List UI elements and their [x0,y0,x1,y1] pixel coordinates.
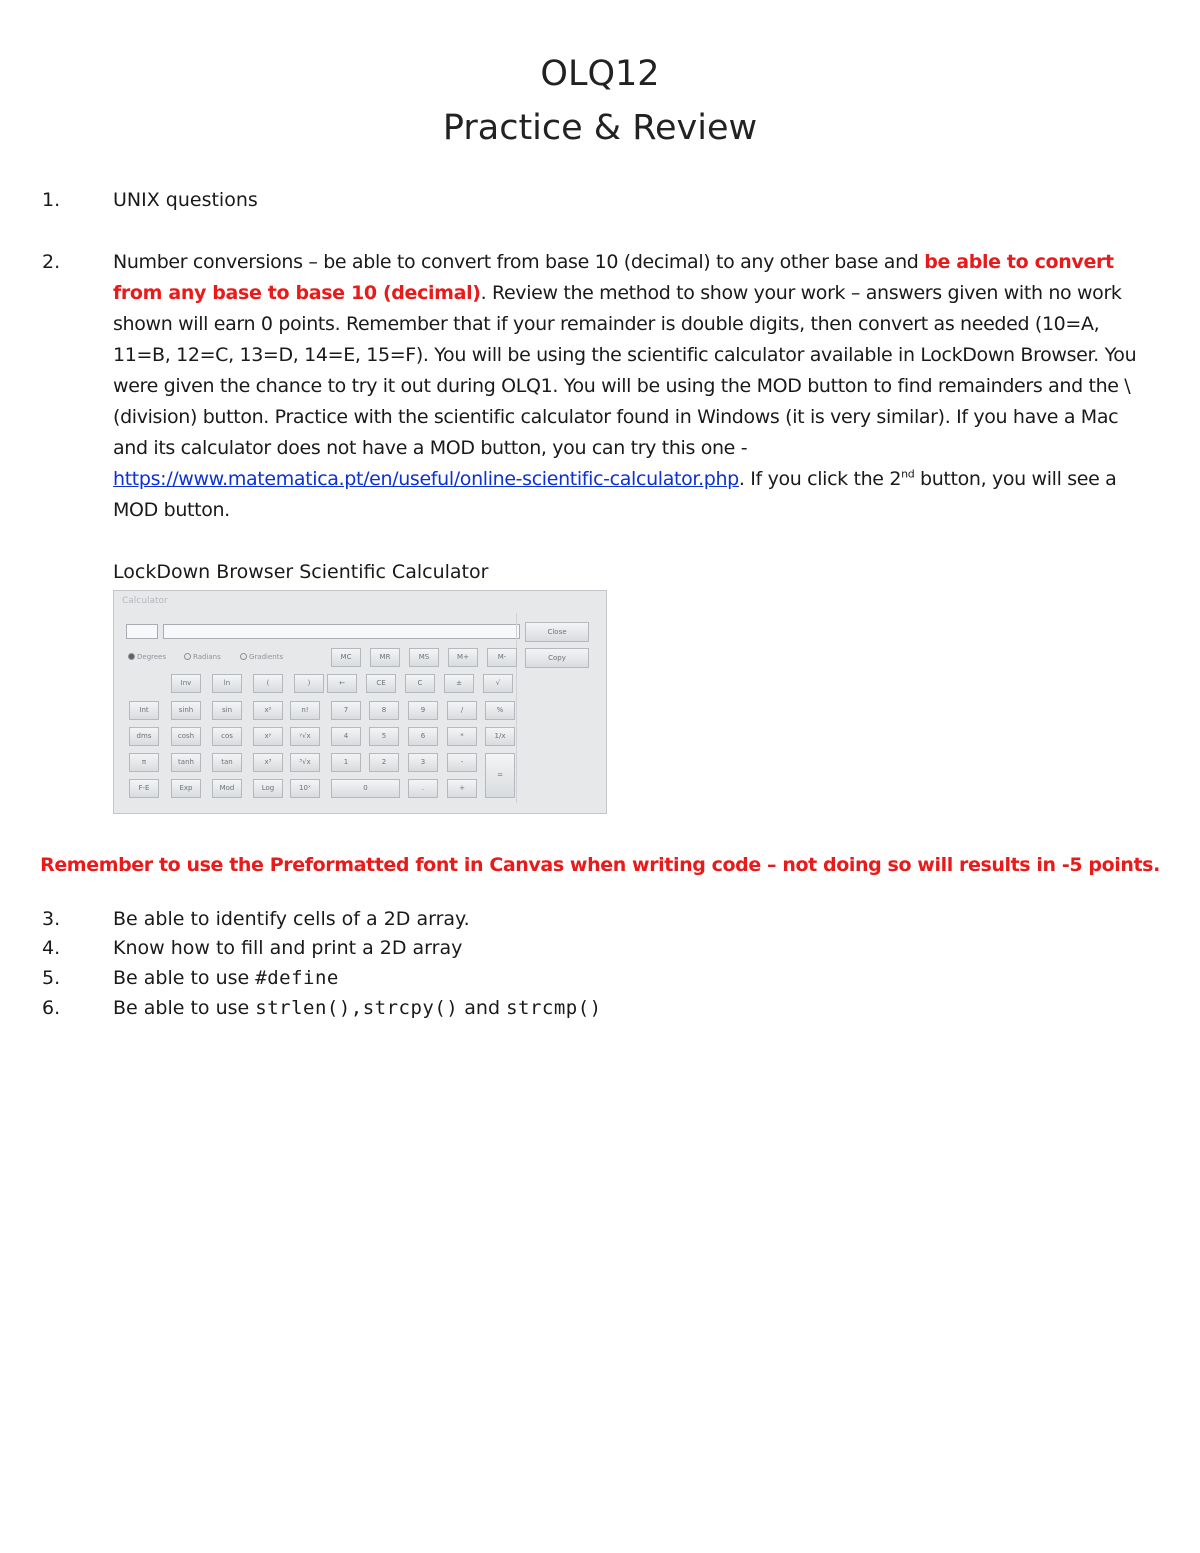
calc-button: 4 [331,727,361,746]
page-title: OLQ12 [540,54,660,94]
paragraph-text: button, you will see a MOD button. [113,468,1117,521]
superscript: nd [901,467,915,481]
calc-memory-button: M- [487,648,517,667]
calc-button: ln [212,674,242,693]
highlighted-text: be able to convert from any base to base 10 (decimal) [113,251,1114,304]
calc-button: F-E [129,779,159,798]
calc-button: cosh [171,727,201,746]
calc-button: n! [290,701,320,720]
calc-button: 6 [408,727,438,746]
list-number: 2. [42,251,61,273]
calc-button: 2 [369,753,399,772]
list-item-text: Be able to identify cells of a 2D array. [113,908,470,930]
calc-button: tanh [171,753,201,772]
calc-button: ʸ√x [290,727,320,746]
item-prefix: Be able to use [113,967,256,989]
calculator-window-title: Calculator [122,596,168,606]
calc-button: CE [366,674,396,693]
paragraph-text: . Review the method to show your work – answers given with no work shown will earn 0 points. Remember that if your remainder is double digits, then convert as needed (10=A, 11=B, 12=C, 13=D, 14=E, 15=F). You will be using the scientific calculator available in LockDown Browser. You were given the chance to try it out during OLQ1. You will be using the MOD button to find remainders and the \ (division) button. Practice with the scientific calculator found in Windows (it is very similar). If you have a Mac and its calculator does not have a MOD button, you can try this one - [113,282,1137,459]
calc-button: x³ [253,753,283,772]
preformatted-font-reminder: Remember to use the Preformatted font in Canvas when writing code – not doing so will results in -5 points. [40,854,1160,876]
calc-button: 10ˣ [290,779,320,798]
calc-button: ) [294,674,324,693]
calc-button: Exp [171,779,201,798]
copy-button: Copy [525,648,589,668]
calc-button: π [129,753,159,772]
code-define: #define [255,967,339,989]
calc-button: sinh [171,701,201,720]
calc-button: Inv [171,674,201,693]
list-item-text: UNIX questions [113,189,258,211]
memory-indicator [126,624,158,639]
list-number: 5. [42,967,61,989]
calc-button: Log [253,779,283,798]
calc-button: xʸ [253,727,283,746]
calc-button: 1/x [485,727,515,746]
divider [516,613,517,803]
list-item-text: Know how to fill and print a 2D array [113,937,463,959]
code-strcmp: strcmp() [506,997,602,1019]
calc-button: / [447,701,477,720]
gradients-radio: Gradients [240,653,283,661]
degrees-radio: Degrees [128,653,166,661]
calc-button: . [408,779,438,798]
paragraph-text: . If you click the 2 [738,468,902,490]
calc-memory-button: MR [370,648,400,667]
calc-memory-button: MC [331,648,361,667]
paragraph-text: Number conversions – be able to convert from base 10 (decimal) to any other base and [113,251,925,273]
calc-button: 3 [408,753,438,772]
calc-button: ³√x [290,753,320,772]
calc-button: ± [444,674,474,693]
calc-button: C [405,674,435,693]
page-subtitle: Practice & Review [442,108,758,148]
calc-button: 9 [408,701,438,720]
calc-button: √ [483,674,513,693]
calc-button: ( [253,674,283,693]
calc-button: cos [212,727,242,746]
calc-button: + [447,779,477,798]
calc-equals-button: = [485,753,515,798]
calculator-link[interactable]: https://www.matematica.pt/en/useful/online-scientific-calculator.php [113,468,739,490]
calc-zero-button: 0 [331,779,400,798]
calc-button: 1 [331,753,361,772]
calc-memory-button: MS [409,648,439,667]
calc-memory-button: M+ [448,648,478,667]
calc-button: Int [129,701,159,720]
radians-radio: Radians [184,653,221,661]
list-number: 4. [42,937,61,959]
calculator-display [163,624,520,639]
calculator-screenshot [113,590,607,814]
calc-button: dms [129,727,159,746]
calc-button: 7 [331,701,361,720]
close-button: Close [525,622,589,642]
calc-button: x² [253,701,283,720]
list-number: 6. [42,997,61,1019]
calc-button: - [447,753,477,772]
code-strlen-strcpy: strlen(),strcpy() [255,997,459,1019]
calc-button: tan [212,753,242,772]
calc-button: ← [327,674,357,693]
list-item-text [113,963,339,994]
calc-button: 5 [369,727,399,746]
number-conversions-paragraph [113,247,1158,526]
list-item-text [113,993,602,1024]
calc-button: * [447,727,477,746]
calc-button: sin [212,701,242,720]
calculator-caption: LockDown Browser Scientific Calculator [113,561,489,583]
item-prefix: Be able to use [113,997,256,1019]
calc-button: % [485,701,515,720]
list-number: 3. [42,908,61,930]
item-mid: and [458,997,507,1019]
calc-button: Mod [212,779,242,798]
calc-button: 8 [369,701,399,720]
list-number: 1. [42,189,61,211]
